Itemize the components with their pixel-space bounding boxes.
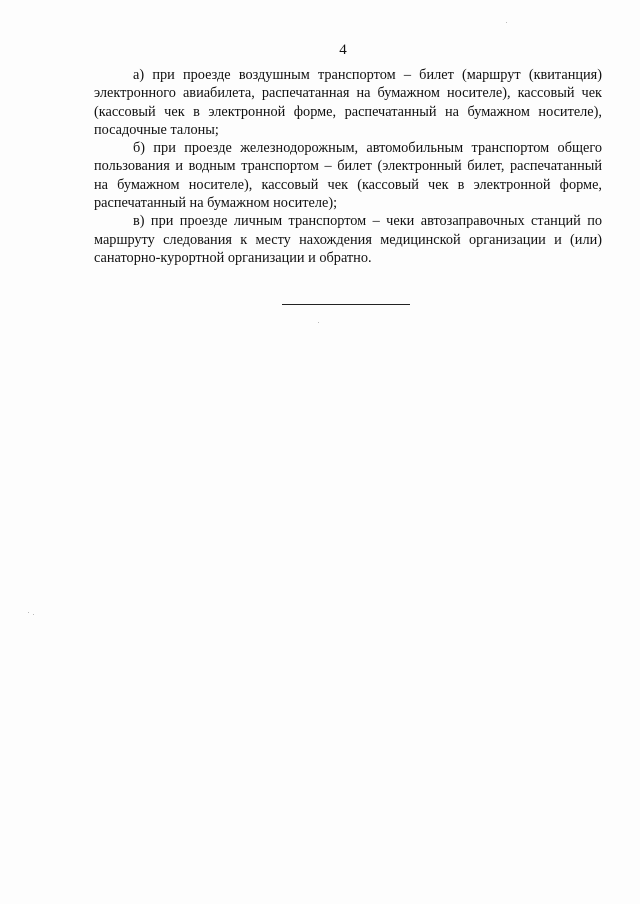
end-separator-line bbox=[282, 304, 410, 305]
scan-speck bbox=[506, 22, 507, 23]
scan-speck bbox=[33, 614, 34, 615]
scan-speck bbox=[28, 612, 29, 613]
paragraph-a: а) при проезде воздушным транспортом – билет (маршрут (квитанция) электронного авиабилета, распечатанная на бумажном носителе), кассовый чек (кассовый чек в электронной форме, распечатанный на бумажном носителе), посадочные талоны; bbox=[94, 67, 602, 138]
paragraph-c: в) при проезде личным транспортом – чеки автозаправочных станций по маршруту следования к месту нахождения медицинской организации и (или) санаторно-курортной организации и обратно. bbox=[94, 213, 602, 266]
page-number: 4 bbox=[339, 42, 347, 58]
paragraph-b: б) при проезде железнодорожным, автомобильным транспортом общего пользования и водным транспортом – билет (электронный билет, распечатанный на бумажном носителе), кассовый чек (кассовый чек в электронной форме, распечатанный на бумажном носителе); bbox=[94, 140, 602, 212]
scan-speck bbox=[318, 322, 319, 323]
document-body bbox=[94, 66, 602, 267]
